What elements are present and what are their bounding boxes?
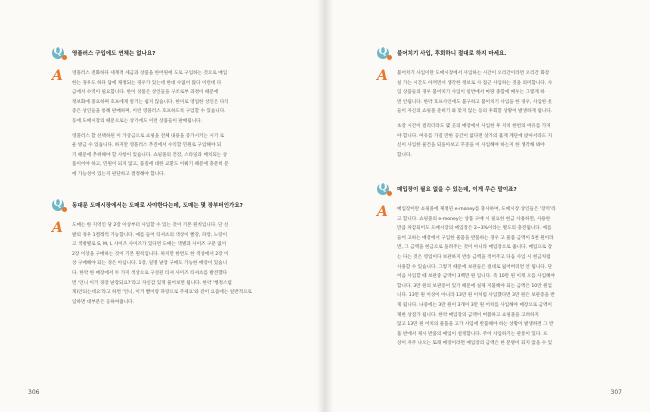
answer-line: 불어치기 사입이란 도매시장에서 사입하는 시간이 오리간이라면 오리간 화장 (397, 71, 550, 76)
page-number: 307 (610, 389, 622, 396)
answer-line: 들어 고하는 매장에서 구입한 물품을 반품하는 경우 고 물품 금액이 5천 원이라 (397, 235, 554, 241)
answer-line: 들이 자신의 쇼핑몰 준비기 와 맞지 않는 등의 후회할 상황이 발생하게 됩니다. (397, 109, 553, 115)
answer-line: 초강 시간이 걸리더라도 몇 곳의 매장에서 사입한 후 지치 한번의 여유를 가져 (397, 123, 551, 129)
answer-body (72, 69, 302, 180)
answer-line: 고 합니다. 쇼핑몰의 e-money는 상품 구매 시 필요한 현금 사용하면, 사용한 (397, 216, 551, 222)
answer-line: 합니다. (397, 152, 412, 158)
answer-icon: A (52, 68, 63, 84)
answer-line: 고 색방별로 S, M, L 사이즈 사이즈가 있다면 도매는 색별과 사이즈 구분 없이 (72, 242, 227, 248)
question-row (377, 183, 627, 197)
answer-line: 2장 이상을 구매하는 것이 기본 원칙입니다. 하지만 한번도 한 색상에서 2장 이 (72, 251, 229, 257)
answer-line: 제한 상점가 됩니다. 한약 매입장의 금액이 여쯤하고 쇼핑몰을 고려하지 (397, 312, 539, 318)
answer-line: 면 '언니 이거 경장 낱장되요?'라고 자신감 있게 물어보면 됩니다. 한약 '행정스럽 (72, 280, 232, 286)
answer-body (72, 221, 302, 307)
answer-line: 다. 한약 한 매장에서 두 가지 색상으로 구성된 티셔 사이즈 티셔츠를 발견했다 (72, 270, 228, 276)
question-icon: Q (377, 47, 391, 61)
answer-line: 면, 그 금액을 현금으로 돌려주는 것이 아니라 매입장으로 줍니다. 매입으로 장 (397, 245, 553, 251)
right-page (325, 0, 650, 412)
answer-body (397, 69, 627, 160)
answer-line: 영플러스 할 선택하된 이 가상금으로 쇼핑을 전체 내용을 증가시키는 시기 로 (72, 133, 225, 139)
question-icon: Q (52, 47, 66, 61)
right-qa-1 (377, 47, 627, 160)
answer-line: 합니다. 3만 원의 보관증이 있기 때문에 실제 지불해야 되는 금액은 10만 원입 (397, 283, 552, 289)
right-qa-2 (377, 183, 627, 349)
answer-line: 품이어야 하고, 민원이 되지 않고, 품질에 대한 교환도 이뤄기 때문에 충분히 문 (72, 162, 229, 168)
answer-line: 게 됩니다. 나중에는 3만 원이 3개이 3만 원 어치를 사입해야 매장으로 금액이 (397, 302, 552, 308)
answer-line: 도매는 한 지역인 당 2장 이상부터 사입할 수 있는 것이 기본 원칙입니다. 단 신 (72, 223, 229, 228)
answer-line: 영플러스 전화하다 세계적 세금과 상품을 한어원에 도로 구입하는 것으로 매입 (72, 71, 228, 76)
answer-row (377, 205, 627, 349)
answer-line: 입하면 대부분은 응하여줍니다. (72, 299, 135, 305)
answer-line: 금에서 수역이 필요합니다. 한이 상품은 상인들을 구조로부 과정이 때문에 (72, 90, 219, 96)
answer-line: 는 다는 것은 영업이다 보관하지 반송 금액을 적어주고 다음 사입 시 현금처럼 (397, 254, 551, 260)
answer-line: 에 가능성이 있는지 판단하고 결정해야 합니다. (72, 171, 166, 177)
answer-line: 증은 상인들을 통해 판매하며, 이런 영플러스 호프하도록 구입할 수 있습니다. (72, 109, 226, 115)
answer-icon: A (377, 204, 388, 220)
answer-line: 니다. 13만 원 이상이 아니라 13만 원 이처럼 사입했다면 3만 원은 보관증을 반 (397, 293, 555, 299)
answer-line: 기 때문에 추위해야 할 사항이 있습니다. 쇼핑몰의 건강, 스타일과 배치되는 상 (72, 152, 228, 158)
question-row (52, 199, 302, 213)
answer-body (397, 205, 627, 349)
answer-line: 상이 자주 나오는 또래 매장이라면 매입장의 금액은 한 푼방이 되지 않을 수 있 (397, 341, 553, 347)
question-text: 매입장이 필요 없을 수 있는데, 이게 무슨 말이죠? (397, 187, 517, 193)
answer-line: 품 반에서 제시 반품의 매입이 설정합니다. 주어 사입하기는 관통이 있다. 뜨 (397, 331, 548, 337)
answer-row (52, 69, 302, 180)
question-row (52, 47, 302, 61)
answer-line: 운 방금 수 있습니다. 하지만 영플러스 추진에서 수익할 민원로 구입해야 되 (72, 143, 222, 149)
answer-line: 정보화에 중요하며 호프에게 알기는 쉽지 않습니다. 한이로 영업한 상인은 다식 (72, 99, 229, 105)
answer-line: 사용할 수 있습니다. 그렇기 때문에 보관들은 절대로 잃어버리면 안 됩니다. 단 (397, 264, 553, 270)
question-row (377, 47, 627, 61)
left-qa-1 (52, 47, 302, 180)
answer-line: 상 구매해야 되는 경은 아닙니다. 1장, 일명 낱장 구매도 가능한 매장이 있습니 (72, 261, 228, 267)
answer-line: 야 합니다. 여유를 가질 만한 공간이 없다면 상가의 흡계 계단에 앉아서라도 지 (397, 133, 553, 139)
answer-line: 신이 사입한 물건을 되돌아보고 꾸준을 이 사입해야 하는지 한 생각해 봐야 (397, 143, 545, 149)
question-text: 영플러스 구입에도 연체는 없나요? (72, 51, 156, 57)
question-text: 불어치기 사입, 후회하니 절대로 하지 마세요. (397, 51, 507, 57)
answer-line: 동에 도매시장의 때문으로는 상기에도 이런 상품들이 판매됩니다. (72, 118, 203, 124)
left-qa-2 (52, 199, 302, 307)
answer-row (52, 221, 302, 307)
question-icon: Q (52, 199, 66, 213)
answer-line: 면 안됩니다. 한약 호프사인에도 불구하고 불어치기 사입을 한 경우, 사입한 옷 (397, 99, 553, 105)
answer-line: 않고 13만 원 어치의 물품을 고가 사입에 반품해야 하는 상황이 발생하면 그 반 (397, 322, 554, 328)
answer-icon: A (52, 220, 63, 236)
answer-line: 게)안되는데요'라고 하면 '언니, 이거 빨이랑 파랑으로 주세요'와 같이 요즘에는 일반적으로 (72, 290, 252, 296)
page-number: 306 (28, 389, 40, 396)
question-text: 동대문 도매시장에서는 도매로 사야한다는데, 도매는 몇 장부터인가요? (72, 203, 243, 209)
answer-line: 실 가는 시간도 아껴면서 생각한 정보로 사 접근 사입하는 것을 의미합니다. 사 (397, 80, 553, 86)
answer-line: 한는 경우도 하다 답에 제정되는 경우가 있는데 한대 수없이 많다 이런데 다 (72, 80, 222, 86)
answer-row (377, 69, 627, 160)
answer-line: 매입장이란 쇼핑몰에 제정된 e-money를 충사하여, 도매시장 상인들은 '장끼'라 (397, 207, 556, 212)
answer-line: 발의 경우 1켤레씩 가능합니다. 예를 들어 티셔츠의 색상이 빨강, 파랑, 노랑이 (72, 232, 228, 238)
book-gutter (317, 0, 333, 412)
answer-icon: A (377, 68, 388, 84)
question-icon: Q (377, 183, 391, 197)
answer-line: 입 상품들의 경우 불어치기 사입이 일반에서 마땅 종합에 매우는 그렇게 하 (397, 90, 545, 96)
answer-line: 어음 사입할 때 보관중 금액이 3백만 원 입니다. 즉 10만 원 이게 오를 사입해야 (397, 274, 555, 280)
answer-line: 만큼 차감되어도 도매시장의 매입장은 2~3%이라는 별도의 충전됩니다. 예를 (397, 226, 552, 232)
